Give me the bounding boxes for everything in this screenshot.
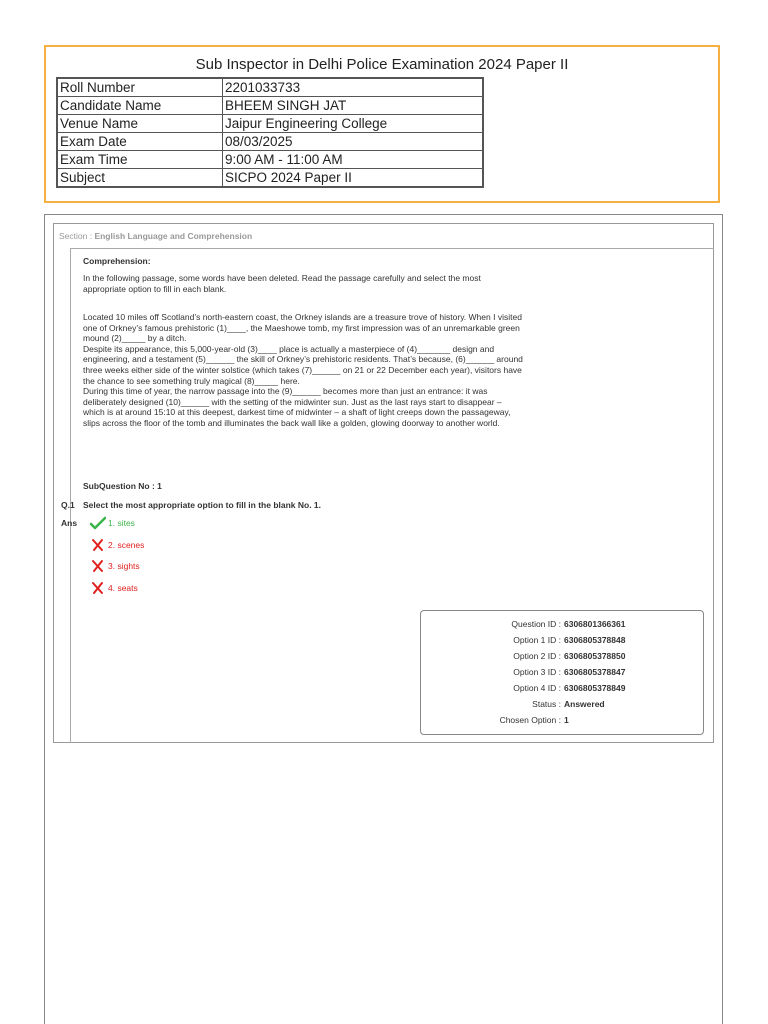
info-row (57, 151, 483, 169)
answer-option (90, 559, 140, 573)
meta-value: Answered (564, 699, 605, 709)
meta-key: Option 2 ID : (513, 651, 561, 661)
meta-key: Option 3 ID : (513, 667, 561, 677)
check-icon (90, 516, 106, 530)
info-value: 9:00 AM - 11:00 AM (223, 151, 484, 169)
meta-key: Option 4 ID : (513, 683, 561, 693)
option-label: 1. sites (108, 518, 135, 528)
candidate-info-table (56, 77, 484, 188)
info-label: Venue Name (57, 115, 223, 133)
info-label: Exam Time (57, 151, 223, 169)
option-label: 4. seats (108, 583, 138, 593)
meta-value: 1 (564, 715, 569, 725)
meta-value: 6306805378847 (564, 667, 626, 677)
info-row (57, 78, 483, 97)
section-prefix: Section : (59, 231, 95, 241)
meta-key: Status : (532, 699, 561, 709)
option-label: 3. sights (108, 561, 140, 571)
meta-value: 6306805378850 (564, 651, 626, 661)
info-label: Subject (57, 169, 223, 188)
info-value: 08/03/2025 (223, 133, 484, 151)
meta-key: Option 1 ID : (513, 635, 561, 645)
cross-icon (90, 581, 106, 595)
meta-value: 6306801366361 (564, 619, 626, 629)
info-row (57, 97, 483, 115)
info-value: Jaipur Engineering College (223, 115, 484, 133)
comprehension-label: Comprehension: (83, 256, 151, 266)
info-label: Exam Date (57, 133, 223, 151)
question-number: Q.1 (61, 500, 75, 510)
meta-key: Chosen Option : (499, 715, 561, 725)
info-value: BHEEM SINGH JAT (223, 97, 484, 115)
info-label: Roll Number (57, 78, 223, 97)
comprehension-passage (83, 312, 523, 429)
question-text: Select the most appropriate option to fill in the blank No. 1. (83, 500, 322, 510)
section-label (59, 231, 252, 241)
info-row (57, 169, 483, 188)
section-name: English Language and Comprehension (94, 231, 253, 241)
answer-label: Ans (61, 518, 78, 528)
meta-value: 6306805378849 (564, 683, 626, 693)
subquestion-number: SubQuestion No : 1 (83, 481, 162, 491)
info-row (57, 133, 483, 151)
passage-paragraph: During this time of year, the narrow passage into the (9)______ becomes more than just an entrance: it was deliberately designed (10)______ with the setting of the midwinter sun. Just as the last rays start to disappear – which is at around 15:10 at this deepest, darkest time of midwinter – a shaft of light creeps down the passageway, slips across the floor of the tomb and illuminates the back wall like a golden, glowing doorway to another world. (83, 386, 511, 428)
question-meta-panel (420, 610, 704, 735)
info-value: SICPO 2024 Paper II (223, 169, 484, 188)
cross-icon (90, 559, 106, 573)
info-value: 2201033733 (223, 78, 484, 97)
passage-paragraph: Located 10 miles off Scotland’s north-eastern coast, the Orkney islands are a treasure trove of history. When I visited one of Orkney’s famous prehistoric (1)____, the Maeshowe tomb, my first impression was of an unremarkable green mound (2)_____ by a ditch. (83, 312, 522, 344)
meta-key: Question ID : (511, 619, 561, 629)
answer-option (90, 581, 138, 595)
option-label: 2. scenes (108, 540, 145, 550)
meta-value: 6306805378848 (564, 635, 626, 645)
exam-title: Sub Inspector in Delhi Police Examination 2024 Paper II (195, 56, 569, 73)
answer-option (90, 538, 144, 552)
comprehension-instruction: In the following passage, some words have been deleted. Read the passage carefully and select the most appropriate option to fill in each blank. (83, 273, 481, 294)
candidate-info-panel (44, 45, 720, 203)
info-label: Candidate Name (57, 97, 223, 115)
answer-option (90, 516, 135, 530)
passage-paragraph: Despite its appearance, this 5,000-year-old (3)____ place is actually a masterpiece of (4)_______ design and engineering, and a testament (5)______ the skill of Orkney’s prehistoric residents. That’s because, (6)______ around three weeks either side of the winter solstice (which takes (7)______ on 21 or 22 December each year), visitors have the chance to see something truly magical (8)_____ here. (83, 343, 523, 386)
info-row (57, 115, 483, 133)
cross-icon (90, 538, 106, 552)
